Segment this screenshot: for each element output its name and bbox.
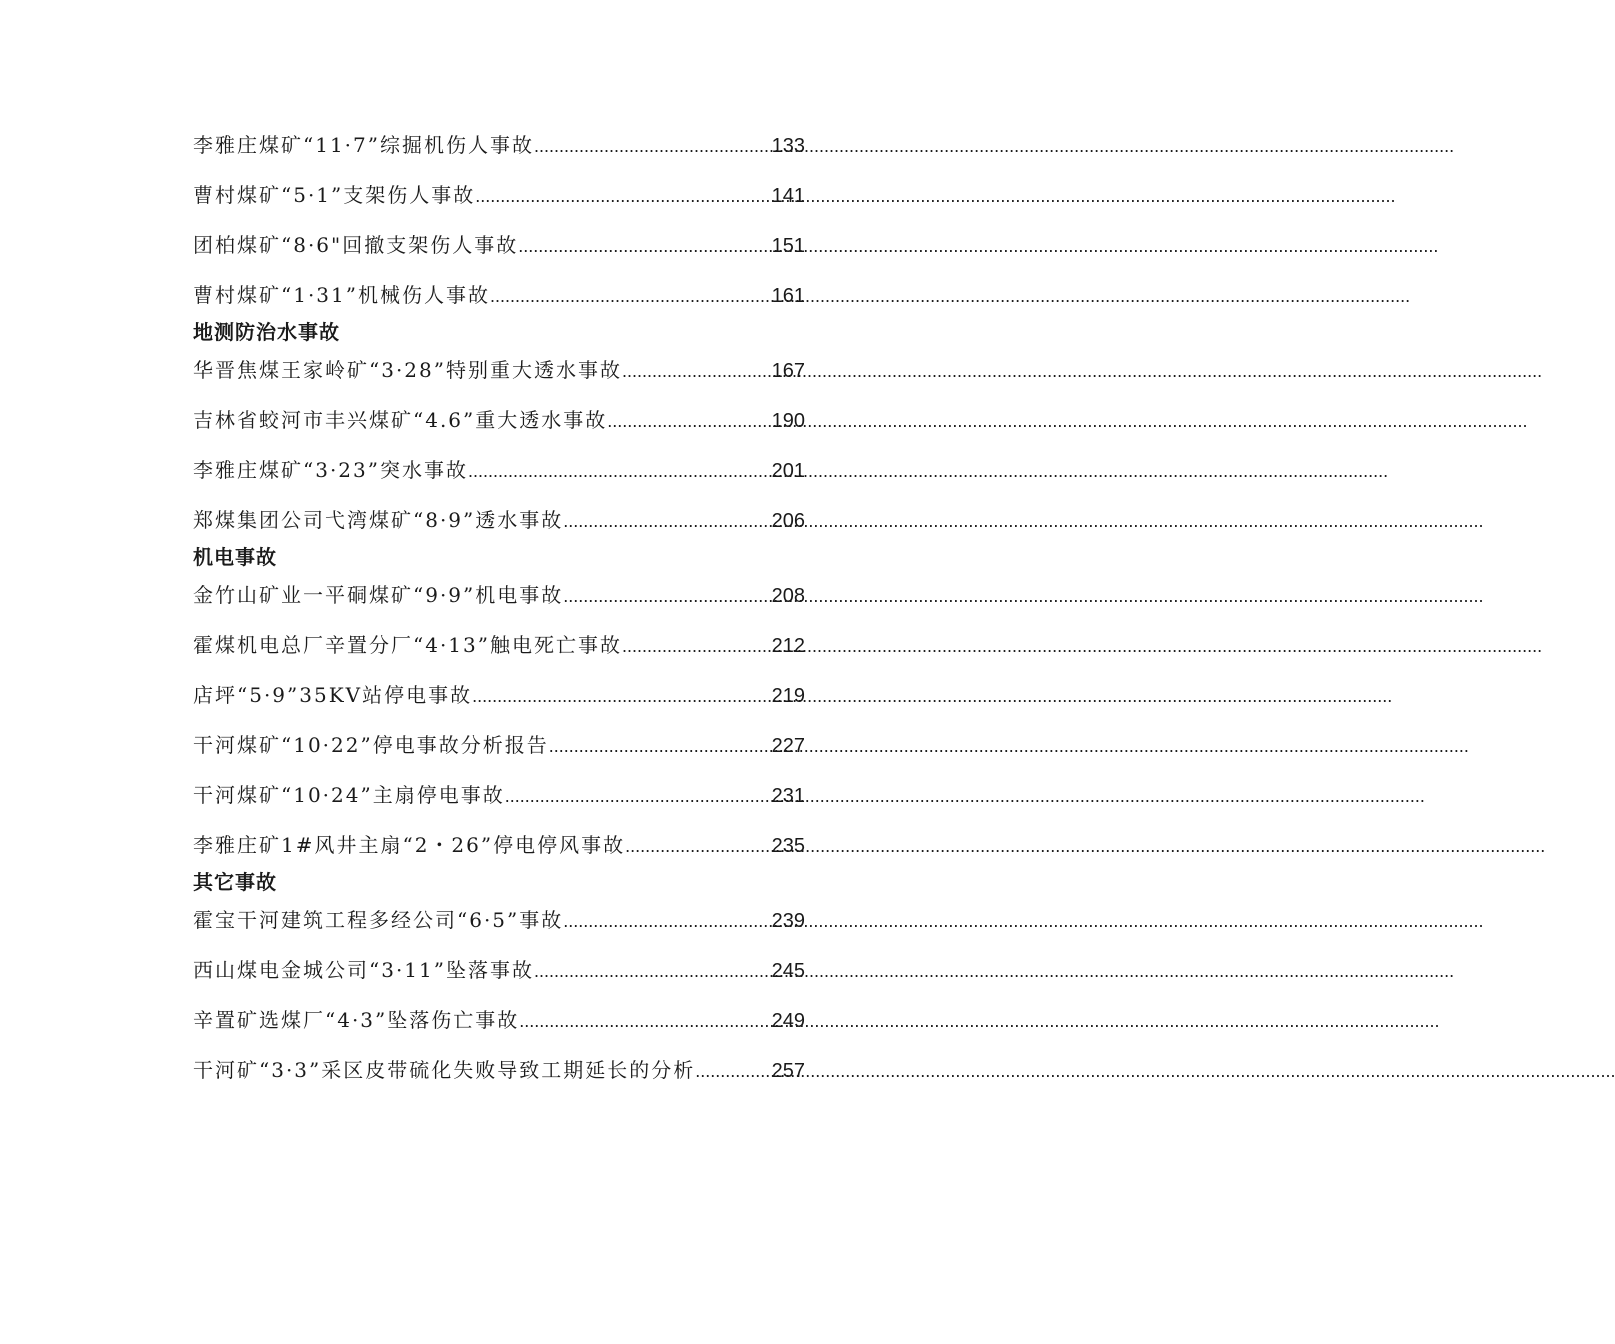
toc-entry[interactable] [193, 720, 805, 770]
toc-entry-page: 201 [771, 460, 805, 482]
dot-leader [549, 721, 772, 771]
toc-entry[interactable] [193, 345, 805, 395]
toc-entry[interactable] [193, 945, 805, 995]
toc-entry-page: 206 [771, 510, 805, 532]
dot-leader [563, 496, 771, 546]
toc-entry-title: 干河煤矿“10·22”停电事故分析报告 [193, 733, 549, 757]
dot-leader [505, 771, 772, 821]
toc-entry-page: 249 [771, 1010, 805, 1032]
toc-entry-page: 161 [771, 285, 805, 307]
dot-leader [468, 446, 772, 496]
toc-entry[interactable] [193, 995, 805, 1045]
toc-entry-page: 245 [771, 960, 805, 982]
dot-leader [622, 621, 772, 671]
dot-leader [534, 121, 772, 171]
toc-entry-page: 227 [771, 735, 805, 757]
toc-entry-page: 231 [771, 785, 805, 807]
dot-leader [519, 996, 771, 1046]
toc-entry-page: 219 [771, 685, 805, 707]
toc-entry[interactable] [193, 120, 805, 170]
dot-leader [695, 1046, 771, 1096]
toc-entry[interactable] [193, 170, 805, 220]
toc-entry[interactable] [193, 1045, 805, 1095]
dot-leader [490, 271, 772, 321]
section-heading: 其它事故 [193, 870, 277, 894]
toc-entry-page: 239 [771, 910, 805, 932]
toc-entry-page: 208 [771, 585, 805, 607]
toc-entry-title: 团柏煤矿“8·6"回撤支架伤人事故 [193, 233, 519, 257]
toc-entry-page: 235 [771, 835, 805, 857]
toc-entry-page: 141 [771, 185, 805, 207]
toc-entry-title: 吉林省蛟河市丰兴煤矿“4.6”重大透水事故 [193, 408, 608, 432]
toc-entry[interactable] [193, 395, 805, 445]
toc-entry-title: 干河煤矿“10·24”主扇停电事故 [193, 783, 505, 807]
toc-entry-title: 华晋焦煤王家岭矿“3·28”特别重大透水事故 [193, 358, 622, 382]
table-of-contents [193, 120, 805, 1095]
toc-entry-title: 李雅庄煤矿“3·23”突水事故 [193, 458, 468, 482]
toc-entry-title: 干河矿“3·3”采区皮带硫化失败导致工期延长的分析 [193, 1058, 696, 1082]
dot-leader [472, 671, 772, 721]
dot-leader [563, 896, 771, 946]
toc-entry-title: 李雅庄矿1#风井主扇“2・26”停电停风事故 [193, 833, 626, 857]
dot-leader [534, 946, 772, 996]
toc-entry[interactable] [193, 820, 805, 870]
dot-leader [475, 171, 771, 221]
toc-entry-page: 257 [771, 1060, 805, 1082]
toc-entry-page: 167 [771, 360, 805, 382]
toc-entry-title: 霍宝干河建筑工程多经公司“6·5”事故 [193, 908, 564, 932]
dot-leader [518, 221, 771, 271]
section-heading: 地测防治水事故 [193, 320, 340, 344]
toc-entry-page: 212 [771, 635, 805, 657]
toc-entry-title: 辛置矿选煤厂“4·3”坠落伤亡事故 [193, 1008, 520, 1032]
toc-entry-title: 霍煤机电总厂辛置分厂“4·13”触电死亡事故 [193, 633, 622, 657]
toc-entry[interactable] [193, 220, 805, 270]
dot-leader [563, 571, 771, 621]
toc-entry-title: 金竹山矿业一平硐煤矿“9·9”机电事故 [193, 583, 564, 607]
toc-entry[interactable] [193, 670, 805, 720]
toc-entry-title: 西山煤电金城公司“3·11”坠落事故 [193, 958, 534, 982]
dot-leader [625, 821, 772, 871]
toc-entry-title: 曹村煤矿“5·1”支架伤人事故 [193, 183, 476, 207]
toc-entry-title: 郑煤集团公司弋湾煤矿“8·9”透水事故 [193, 508, 564, 532]
toc-entry[interactable] [193, 895, 805, 945]
toc-entry[interactable] [193, 495, 805, 545]
dot-leader [607, 396, 771, 446]
toc-entry-title: 李雅庄煤矿“11·7”综掘机伤人事故 [193, 133, 534, 157]
dot-leader [622, 346, 772, 396]
toc-entry[interactable] [193, 445, 805, 495]
toc-entry-page: 133 [771, 135, 805, 157]
toc-entry[interactable] [193, 270, 805, 320]
toc-entry-page: 190 [771, 410, 805, 432]
toc-entry[interactable] [193, 570, 805, 620]
toc-entry[interactable] [193, 770, 805, 820]
toc-entry-title: 店坪“5·9”35KV站停电事故 [193, 683, 473, 707]
toc-entry-title: 曹村煤矿“1·31”机械伤人事故 [193, 283, 490, 307]
toc-entry-page: 151 [771, 235, 805, 257]
section-heading: 机电事故 [193, 545, 277, 569]
toc-entry[interactable] [193, 620, 805, 670]
